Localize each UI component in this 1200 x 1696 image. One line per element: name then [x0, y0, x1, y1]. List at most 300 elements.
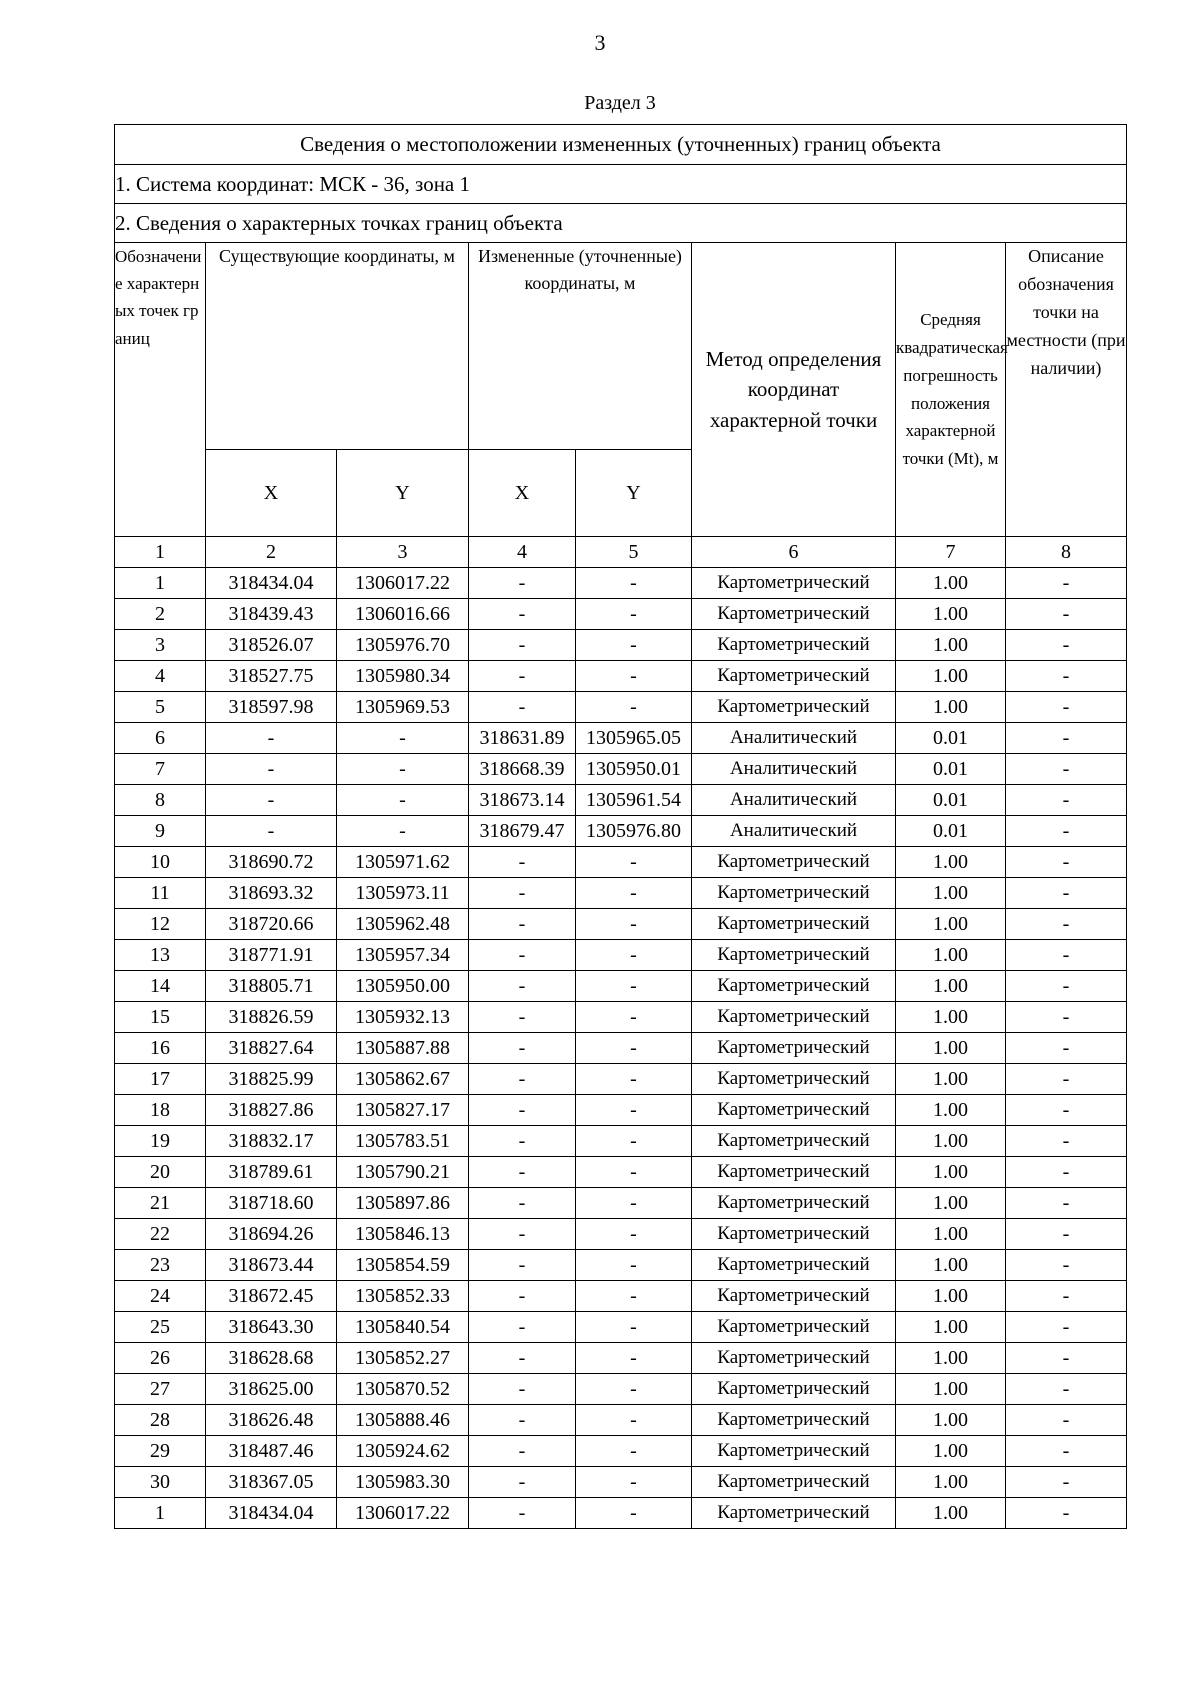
cell-description: -	[1006, 1405, 1127, 1436]
table-row	[115, 1157, 1127, 1188]
cell-description: -	[1006, 1467, 1127, 1498]
cell-description: -	[1006, 847, 1127, 878]
cell-description: -	[1006, 785, 1127, 816]
cell-changed-x: -	[469, 909, 576, 940]
column-number: 8	[1006, 537, 1127, 568]
cell-changed-y: -	[576, 1219, 692, 1250]
cell-changed-x: -	[469, 1064, 576, 1095]
cell-mt-value: 0.01	[896, 816, 1006, 847]
cell-existing-y: 1305971.62	[337, 847, 469, 878]
cell-changed-y: -	[576, 909, 692, 940]
header-existing-x: X	[206, 450, 337, 537]
cell-changed-x: -	[469, 1033, 576, 1064]
cell-changed-y: -	[576, 1405, 692, 1436]
cell-changed-x: -	[469, 1095, 576, 1126]
cell-existing-y: -	[337, 816, 469, 847]
cell-mt-value: 1.00	[896, 630, 1006, 661]
cell-changed-y: 1305961.54	[576, 785, 692, 816]
cell-point-number: 19	[115, 1126, 206, 1157]
table-row	[115, 599, 1127, 630]
cell-method: Картометрический	[692, 1033, 896, 1064]
cell-method: Картометрический	[692, 847, 896, 878]
cell-existing-x: 318805.71	[206, 971, 337, 1002]
cell-existing-y: 1305973.11	[337, 878, 469, 909]
table-row	[115, 1281, 1127, 1312]
cell-method: Картометрический	[692, 1281, 896, 1312]
cell-changed-x: -	[469, 1188, 576, 1219]
table-row	[115, 847, 1127, 878]
table-row	[115, 1126, 1127, 1157]
table-row	[115, 971, 1127, 1002]
table-row	[115, 1219, 1127, 1250]
cell-changed-y: -	[576, 847, 692, 878]
cell-point-number: 5	[115, 692, 206, 723]
cell-changed-x: -	[469, 1002, 576, 1033]
cell-mt-value: 1.00	[896, 1281, 1006, 1312]
cell-changed-y: -	[576, 1312, 692, 1343]
cell-description: -	[1006, 1374, 1127, 1405]
cell-mt-value: 1.00	[896, 909, 1006, 940]
cell-point-number: 23	[115, 1250, 206, 1281]
cell-existing-x: 318771.91	[206, 940, 337, 971]
cell-point-number: 8	[115, 785, 206, 816]
cell-changed-y: 1305965.05	[576, 723, 692, 754]
cell-existing-x: 318434.04	[206, 1498, 337, 1529]
cell-existing-y: 1305783.51	[337, 1126, 469, 1157]
cell-existing-x: 318720.66	[206, 909, 337, 940]
table-row	[115, 1467, 1127, 1498]
cell-method: Картометрический	[692, 568, 896, 599]
cell-point-number: 20	[115, 1157, 206, 1188]
cell-changed-y: -	[576, 940, 692, 971]
cell-existing-x: 318643.30	[206, 1312, 337, 1343]
cell-description: -	[1006, 816, 1127, 847]
cell-description: -	[1006, 1002, 1127, 1033]
cell-mt-value: 1.00	[896, 1250, 1006, 1281]
cell-changed-x: -	[469, 1281, 576, 1312]
cell-description: -	[1006, 878, 1127, 909]
table-row	[115, 909, 1127, 940]
cell-existing-x: 318526.07	[206, 630, 337, 661]
header-changed-x: X	[469, 450, 576, 537]
cell-mt-value: 1.00	[896, 1002, 1006, 1033]
cell-existing-y: 1305846.13	[337, 1219, 469, 1250]
cell-description: -	[1006, 1157, 1127, 1188]
cell-existing-x: 318826.59	[206, 1002, 337, 1033]
cell-existing-x: 318789.61	[206, 1157, 337, 1188]
cell-method: Картометрический	[692, 1467, 896, 1498]
cell-mt-value: 1.00	[896, 1157, 1006, 1188]
cell-point-number: 17	[115, 1064, 206, 1095]
cell-method: Аналитический	[692, 816, 896, 847]
cell-description: -	[1006, 1033, 1127, 1064]
cell-point-number: 29	[115, 1436, 206, 1467]
cell-changed-x: 318679.47	[469, 816, 576, 847]
cell-point-number: 15	[115, 1002, 206, 1033]
cell-mt-value: 1.00	[896, 1498, 1006, 1529]
cell-changed-x: -	[469, 568, 576, 599]
cell-changed-y: -	[576, 630, 692, 661]
cell-description: -	[1006, 940, 1127, 971]
cell-mt-value: 1.00	[896, 1467, 1006, 1498]
cell-existing-x: 318367.05	[206, 1467, 337, 1498]
cell-existing-y: 1306016.66	[337, 599, 469, 630]
cell-changed-y: -	[576, 1095, 692, 1126]
cell-mt-value: 1.00	[896, 1126, 1006, 1157]
cell-changed-y: -	[576, 661, 692, 692]
table-title: Сведения о местоположении измененных (уточненных) границ объекта	[115, 125, 1127, 165]
cell-existing-y: 1305827.17	[337, 1095, 469, 1126]
cell-mt-value: 1.00	[896, 568, 1006, 599]
cell-changed-y: -	[576, 1343, 692, 1374]
cell-existing-y: 1306017.22	[337, 1498, 469, 1529]
cell-method: Аналитический	[692, 785, 896, 816]
cell-mt-value: 1.00	[896, 1436, 1006, 1467]
cell-changed-x: -	[469, 630, 576, 661]
cell-method: Картометрический	[692, 1219, 896, 1250]
cell-changed-y: -	[576, 1250, 692, 1281]
cell-point-number: 2	[115, 599, 206, 630]
cell-changed-y: -	[576, 1157, 692, 1188]
column-number: 2	[206, 537, 337, 568]
table-row	[115, 1343, 1127, 1374]
cell-description: -	[1006, 661, 1127, 692]
cell-changed-y: -	[576, 1188, 692, 1219]
cell-changed-x: -	[469, 1312, 576, 1343]
table-row	[115, 1405, 1127, 1436]
cell-method: Картометрический	[692, 1126, 896, 1157]
cell-existing-x: 318694.26	[206, 1219, 337, 1250]
cell-description: -	[1006, 599, 1127, 630]
cell-method: Картометрический	[692, 692, 896, 723]
cell-mt-value: 0.01	[896, 723, 1006, 754]
cell-existing-y: -	[337, 785, 469, 816]
cell-existing-y: 1305854.59	[337, 1250, 469, 1281]
cell-existing-y: 1305983.30	[337, 1467, 469, 1498]
cell-changed-y: -	[576, 692, 692, 723]
table-row	[115, 1064, 1127, 1095]
table-row	[115, 878, 1127, 909]
cell-mt-value: 1.00	[896, 1405, 1006, 1436]
column-number: 1	[115, 537, 206, 568]
cell-changed-x: -	[469, 971, 576, 1002]
header-point-designation: Обозначение характерных точек границ	[115, 243, 206, 537]
cell-description: -	[1006, 1219, 1127, 1250]
cell-mt-value: 1.00	[896, 1188, 1006, 1219]
cell-method: Картометрический	[692, 1405, 896, 1436]
cell-changed-y: -	[576, 1498, 692, 1529]
table-row	[115, 1250, 1127, 1281]
column-number: 5	[576, 537, 692, 568]
cell-changed-x: -	[469, 1374, 576, 1405]
cell-changed-x: -	[469, 692, 576, 723]
column-numbers-row	[115, 537, 1127, 568]
header-changed-y: Y	[576, 450, 692, 537]
cell-existing-y: 1305980.34	[337, 661, 469, 692]
cell-existing-x: 318625.00	[206, 1374, 337, 1405]
cell-existing-x: 318690.72	[206, 847, 337, 878]
table-row	[115, 1033, 1127, 1064]
cell-point-number: 18	[115, 1095, 206, 1126]
cell-existing-x: 318439.43	[206, 599, 337, 630]
cell-existing-y: 1305962.48	[337, 909, 469, 940]
cell-description: -	[1006, 971, 1127, 1002]
cell-changed-y: -	[576, 878, 692, 909]
cell-point-number: 16	[115, 1033, 206, 1064]
table-row	[115, 1188, 1127, 1219]
cell-description: -	[1006, 1312, 1127, 1343]
cell-mt-value: 1.00	[896, 692, 1006, 723]
table-row	[115, 1312, 1127, 1343]
cell-existing-y: 1305862.67	[337, 1064, 469, 1095]
cell-method: Картометрический	[692, 1312, 896, 1343]
cell-changed-x: 318668.39	[469, 754, 576, 785]
header-changed-coordinates: Измененные (уточненные) координаты, м	[469, 243, 692, 450]
table-row	[115, 785, 1127, 816]
cell-existing-x: 318825.99	[206, 1064, 337, 1095]
cell-description: -	[1006, 1095, 1127, 1126]
cell-mt-value: 1.00	[896, 599, 1006, 630]
cell-existing-y: 1306017.22	[337, 568, 469, 599]
cell-existing-y: 1305932.13	[337, 1002, 469, 1033]
cell-existing-y: 1305969.53	[337, 692, 469, 723]
cell-method: Аналитический	[692, 754, 896, 785]
cell-changed-x: -	[469, 1467, 576, 1498]
cell-point-number: 4	[115, 661, 206, 692]
cell-method: Картометрический	[692, 940, 896, 971]
cell-existing-y: 1305897.86	[337, 1188, 469, 1219]
cell-point-number: 26	[115, 1343, 206, 1374]
cell-existing-x: 318628.68	[206, 1343, 337, 1374]
cell-changed-y: -	[576, 1002, 692, 1033]
cell-existing-x: 318527.75	[206, 661, 337, 692]
cell-point-number: 12	[115, 909, 206, 940]
cell-method: Картометрический	[692, 599, 896, 630]
cell-method: Картометрический	[692, 1250, 896, 1281]
cell-description: -	[1006, 1343, 1127, 1374]
header-description: Описание обозначения точки на местности (при наличии)	[1006, 243, 1127, 537]
cell-existing-x: 318672.45	[206, 1281, 337, 1312]
cell-point-number: 10	[115, 847, 206, 878]
table-row	[115, 940, 1127, 971]
page-number: 3	[594, 30, 606, 55]
cell-mt-value: 1.00	[896, 1064, 1006, 1095]
cell-description: -	[1006, 1188, 1127, 1219]
cell-existing-y: 1305950.00	[337, 971, 469, 1002]
table-row	[115, 1095, 1127, 1126]
cell-existing-x: 318693.32	[206, 878, 337, 909]
cell-description: -	[1006, 723, 1127, 754]
cell-mt-value: 0.01	[896, 785, 1006, 816]
header-existing-coordinates: Существующие координаты, м	[206, 243, 469, 450]
cell-method: Картометрический	[692, 1095, 896, 1126]
cell-point-number: 1	[115, 1498, 206, 1529]
cell-point-number: 21	[115, 1188, 206, 1219]
cell-existing-x: 318827.64	[206, 1033, 337, 1064]
cell-description: -	[1006, 754, 1127, 785]
table-row	[115, 630, 1127, 661]
cell-changed-y: -	[576, 1033, 692, 1064]
cell-point-number: 25	[115, 1312, 206, 1343]
cell-description: -	[1006, 1436, 1127, 1467]
cell-changed-x: -	[469, 847, 576, 878]
cell-mt-value: 1.00	[896, 1374, 1006, 1405]
boundary-points-table	[114, 124, 1127, 1529]
cell-point-number: 30	[115, 1467, 206, 1498]
column-number: 7	[896, 537, 1006, 568]
cell-method: Картометрический	[692, 1064, 896, 1095]
cell-changed-x: 318631.89	[469, 723, 576, 754]
section-label: Раздел 3	[584, 92, 656, 114]
cell-method: Картометрический	[692, 1343, 896, 1374]
cell-mt-value: 1.00	[896, 971, 1006, 1002]
cell-existing-x: -	[206, 723, 337, 754]
table-row	[115, 1498, 1127, 1529]
table-row	[115, 568, 1127, 599]
cell-existing-y: 1305888.46	[337, 1405, 469, 1436]
cell-description: -	[1006, 630, 1127, 661]
cell-description: -	[1006, 1498, 1127, 1529]
cell-method: Картометрический	[692, 909, 896, 940]
cell-point-number: 6	[115, 723, 206, 754]
cell-changed-y: 1305950.01	[576, 754, 692, 785]
cell-description: -	[1006, 1064, 1127, 1095]
table-row	[115, 1436, 1127, 1467]
cell-description: -	[1006, 1281, 1127, 1312]
table-row	[115, 816, 1127, 847]
header-mean-square-error: Средняя квадратическая погрешность положения характерной точки (Mt), м	[896, 243, 1006, 537]
cell-point-number: 27	[115, 1374, 206, 1405]
cell-changed-x: -	[469, 1436, 576, 1467]
cell-changed-y: -	[576, 1374, 692, 1405]
cell-changed-y: -	[576, 1064, 692, 1095]
cell-method: Аналитический	[692, 723, 896, 754]
cell-mt-value: 0.01	[896, 754, 1006, 785]
cell-changed-x: -	[469, 1498, 576, 1529]
header-method: Метод определения координат характерной точки	[692, 243, 896, 537]
cell-point-number: 9	[115, 816, 206, 847]
cell-description: -	[1006, 1250, 1127, 1281]
cell-point-number: 11	[115, 878, 206, 909]
cell-existing-x: 318832.17	[206, 1126, 337, 1157]
cell-changed-x: -	[469, 1343, 576, 1374]
cell-method: Картометрический	[692, 1436, 896, 1467]
table-row	[115, 723, 1127, 754]
cell-point-number: 22	[115, 1219, 206, 1250]
cell-point-number: 28	[115, 1405, 206, 1436]
cell-changed-y: -	[576, 1281, 692, 1312]
cell-description: -	[1006, 692, 1127, 723]
cell-mt-value: 1.00	[896, 1033, 1006, 1064]
cell-method: Картометрический	[692, 1188, 896, 1219]
coordinate-system: 1. Система координат: МСК - 36, зона 1	[115, 165, 1127, 204]
cell-changed-x: -	[469, 1219, 576, 1250]
cell-changed-y: -	[576, 568, 692, 599]
cell-point-number: 24	[115, 1281, 206, 1312]
cell-changed-y: -	[576, 599, 692, 630]
points-info-heading: 2. Сведения о характерных точках границ объекта	[115, 204, 1127, 243]
cell-existing-x: 318434.04	[206, 568, 337, 599]
table-row	[115, 661, 1127, 692]
cell-existing-y: -	[337, 723, 469, 754]
cell-method: Картометрический	[692, 661, 896, 692]
column-number: 6	[692, 537, 896, 568]
cell-method: Картометрический	[692, 1374, 896, 1405]
table-row	[115, 1002, 1127, 1033]
cell-method: Картометрический	[692, 878, 896, 909]
cell-method: Картометрический	[692, 630, 896, 661]
cell-point-number: 7	[115, 754, 206, 785]
cell-changed-x: -	[469, 878, 576, 909]
cell-mt-value: 1.00	[896, 1095, 1006, 1126]
cell-changed-y: -	[576, 1467, 692, 1498]
cell-existing-x: 318673.44	[206, 1250, 337, 1281]
table-row	[115, 692, 1127, 723]
cell-method: Картометрический	[692, 971, 896, 1002]
cell-changed-y: -	[576, 1126, 692, 1157]
cell-mt-value: 1.00	[896, 1343, 1006, 1374]
cell-method: Картометрический	[692, 1002, 896, 1033]
cell-existing-y: 1305840.54	[337, 1312, 469, 1343]
cell-mt-value: 1.00	[896, 1312, 1006, 1343]
cell-changed-x: -	[469, 661, 576, 692]
column-number: 4	[469, 537, 576, 568]
cell-existing-y: 1305976.70	[337, 630, 469, 661]
cell-changed-x: -	[469, 1126, 576, 1157]
cell-mt-value: 1.00	[896, 878, 1006, 909]
cell-existing-x: 318597.98	[206, 692, 337, 723]
cell-existing-x: -	[206, 816, 337, 847]
cell-changed-y: -	[576, 971, 692, 1002]
cell-description: -	[1006, 1126, 1127, 1157]
cell-mt-value: 1.00	[896, 940, 1006, 971]
cell-existing-x: 318718.60	[206, 1188, 337, 1219]
cell-description: -	[1006, 568, 1127, 599]
cell-existing-y: -	[337, 754, 469, 785]
cell-existing-y: 1305852.33	[337, 1281, 469, 1312]
cell-point-number: 13	[115, 940, 206, 971]
table-row	[115, 754, 1127, 785]
cell-point-number: 3	[115, 630, 206, 661]
cell-existing-y: 1305870.52	[337, 1374, 469, 1405]
cell-existing-x: 318487.46	[206, 1436, 337, 1467]
cell-changed-x: 318673.14	[469, 785, 576, 816]
cell-mt-value: 1.00	[896, 661, 1006, 692]
column-number: 3	[337, 537, 469, 568]
cell-point-number: 1	[115, 568, 206, 599]
cell-changed-x: -	[469, 1250, 576, 1281]
cell-existing-x: 318626.48	[206, 1405, 337, 1436]
cell-changed-x: -	[469, 599, 576, 630]
cell-mt-value: 1.00	[896, 1219, 1006, 1250]
cell-changed-y: -	[576, 1436, 692, 1467]
cell-existing-x: -	[206, 754, 337, 785]
cell-existing-y: 1305924.62	[337, 1436, 469, 1467]
cell-mt-value: 1.00	[896, 847, 1006, 878]
cell-existing-y: 1305790.21	[337, 1157, 469, 1188]
cell-changed-x: -	[469, 1405, 576, 1436]
cell-changed-y: 1305976.80	[576, 816, 692, 847]
cell-changed-x: -	[469, 1157, 576, 1188]
cell-changed-x: -	[469, 940, 576, 971]
header-existing-y: Y	[337, 450, 469, 537]
cell-existing-x: 318827.86	[206, 1095, 337, 1126]
cell-existing-y: 1305852.27	[337, 1343, 469, 1374]
cell-existing-y: 1305887.88	[337, 1033, 469, 1064]
cell-existing-y: 1305957.34	[337, 940, 469, 971]
cell-existing-x: -	[206, 785, 337, 816]
cell-method: Картометрический	[692, 1157, 896, 1188]
